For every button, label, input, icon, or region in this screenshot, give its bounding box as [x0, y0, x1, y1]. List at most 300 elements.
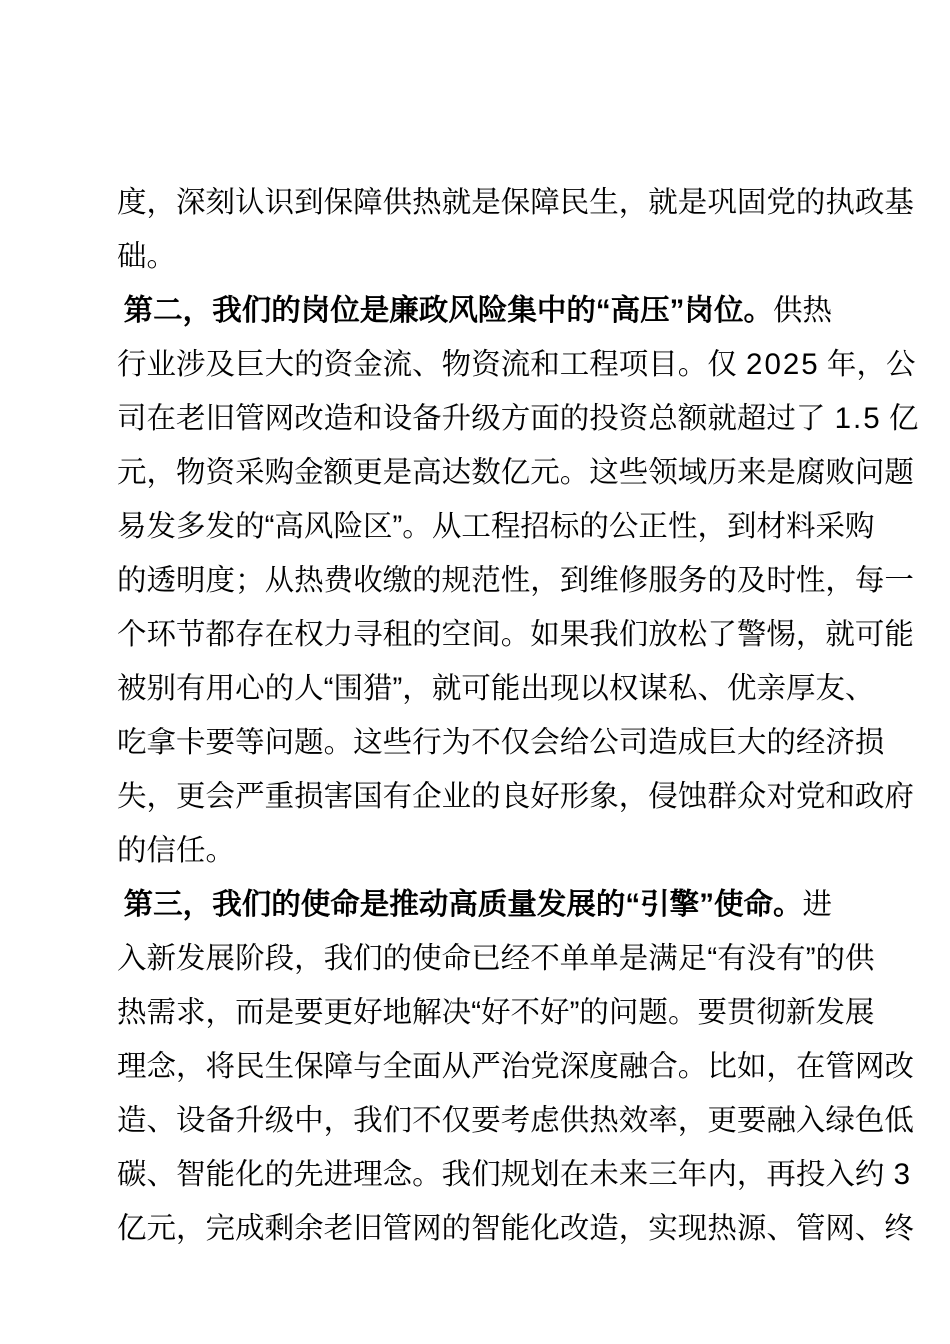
text-char: 的 [566, 294, 596, 327]
text-char: 空 [441, 618, 472, 651]
text-char: 我 [353, 1104, 383, 1137]
text-char: 融 [618, 1050, 649, 1083]
text-char: 是 [677, 186, 708, 219]
text-char: 老 [176, 402, 206, 435]
text-char: 年 [826, 348, 857, 381]
text-char: 中 [536, 294, 567, 327]
text-char: 有 [382, 780, 413, 813]
text-char: 节 [176, 618, 206, 651]
text-char: 资 [618, 402, 649, 435]
text-char: 能 [205, 1158, 236, 1191]
text-char: 透 [146, 564, 177, 597]
text-char: 我 [212, 294, 242, 327]
text-char: 是 [766, 456, 796, 489]
text-line [117, 500, 875, 554]
text-char: 额 [323, 456, 354, 489]
text-char: 谋 [638, 672, 668, 705]
text-char: 被 [117, 672, 147, 705]
text-char: 基 [884, 186, 914, 219]
text-char: 管 [235, 402, 265, 435]
text-char: 明 [176, 564, 206, 597]
text-char: 、 [146, 1158, 177, 1191]
text-char: 余 [294, 1212, 324, 1245]
text-char: 问 [264, 726, 295, 759]
text-char: 可 [854, 618, 885, 651]
text-char: 在 [559, 1158, 590, 1191]
text-char: 是 [382, 456, 413, 489]
text-char: 就 [707, 402, 737, 435]
text-char: 我 [323, 942, 354, 975]
text-char: ， [402, 672, 432, 705]
text-char: 仅 [707, 348, 737, 381]
text-char: “ [323, 672, 334, 705]
text-char: 程 [589, 348, 619, 381]
text-char: 的 [815, 942, 846, 975]
text-char: 会 [530, 726, 560, 759]
text-char: ， [766, 1050, 796, 1083]
text-char: 采 [235, 456, 265, 489]
text-char: 。 [772, 888, 803, 921]
text-char: 岗 [300, 294, 331, 327]
text-char: 满 [648, 942, 678, 975]
text-char: 出 [520, 672, 550, 705]
text-char: 集 [507, 294, 537, 327]
text-line [117, 1040, 914, 1094]
text-char: 改 [294, 402, 324, 435]
text-char: 、 [854, 1212, 885, 1245]
text-char: 公 [608, 510, 639, 543]
text-char: 问 [854, 456, 885, 489]
text-char: 治 [500, 1050, 531, 1083]
text-char: 有 [717, 942, 747, 975]
text-char: 这 [353, 726, 383, 759]
text-char: 。 [677, 348, 708, 381]
text-char: 投 [795, 1158, 826, 1191]
text-char: 缴 [382, 564, 413, 597]
text-char: 深 [176, 186, 206, 219]
text-char: 供 [382, 186, 413, 219]
text-char: 备 [205, 1104, 236, 1137]
text-char: 服 [648, 564, 678, 597]
text-char: 们 [353, 942, 383, 975]
text-char: ” [392, 672, 403, 705]
text-char: 务 [677, 564, 708, 597]
text-char: 推 [389, 888, 419, 921]
text-char: 收 [353, 564, 383, 597]
text-char: 的 [766, 726, 796, 759]
text-char: 行 [412, 726, 442, 759]
text-char: ， [618, 1212, 649, 1245]
text-char: 完 [205, 1212, 236, 1245]
text-char: 虑 [530, 1104, 560, 1137]
text-char: “ [264, 510, 275, 543]
text-char: 金 [294, 456, 324, 489]
text-char: 智 [176, 1158, 206, 1191]
text-char: 命 [441, 942, 472, 975]
text-char: 达 [441, 456, 472, 489]
text-char: 理 [353, 1158, 383, 1191]
text-char: 供 [845, 942, 875, 975]
text-char: 松 [677, 618, 708, 651]
text-char: 3 [893, 1158, 911, 1191]
text-char [884, 1148, 892, 1202]
text-char: 招 [520, 510, 550, 543]
text-char: 在 [146, 402, 177, 435]
text-char: ， [795, 618, 826, 651]
text-char: “ [707, 942, 718, 975]
text-line [117, 986, 875, 1040]
text-char: ， [856, 348, 886, 381]
text-char: 供 [772, 294, 803, 327]
text-char: 这 [589, 456, 619, 489]
text-char: 拿 [146, 726, 177, 759]
text-char: ， [146, 780, 177, 813]
text-char: 企 [412, 780, 442, 813]
text-char: 全 [382, 1050, 413, 1083]
text-char: 我 [589, 618, 619, 651]
text-char: 民 [559, 186, 590, 219]
text-char: 的 [595, 888, 626, 921]
text-char: 度 [117, 186, 147, 219]
text-char: 、 [845, 672, 875, 705]
text-char: 段 [264, 942, 295, 975]
text-char: 碳 [117, 1158, 147, 1191]
text-char: 材 [756, 510, 786, 543]
text-char: 展 [566, 888, 596, 921]
text-char: 料 [786, 510, 816, 543]
text-char: 好 [540, 996, 570, 1029]
text-char: 命 [330, 888, 360, 921]
text-char: ， [618, 780, 649, 813]
text-char: 涉 [176, 348, 206, 381]
text-char: 的 [264, 672, 295, 705]
text-line [117, 608, 914, 662]
text-char: 每 [854, 564, 885, 597]
text-char: 工 [559, 348, 590, 381]
text-run: 础。 [117, 240, 177, 273]
text-char: 使 [300, 888, 331, 921]
text-char: 质 [477, 888, 508, 921]
text-char: 个 [117, 618, 147, 651]
text-char: 的 [271, 888, 301, 921]
text-char: 资 [205, 456, 236, 489]
text-char: 的 [441, 1212, 472, 1245]
text-char: 。 [743, 294, 773, 327]
text-char: ， [205, 996, 236, 1029]
text-char: 比 [707, 1050, 737, 1083]
text-char: 进 [802, 888, 832, 921]
text-char: ， [618, 186, 649, 219]
text-char: 及 [205, 348, 236, 381]
text-char: 形 [559, 780, 590, 813]
text-char: 内 [707, 1158, 737, 1191]
text-char: 入 [795, 1104, 826, 1137]
text-char: 经 [795, 726, 826, 759]
text-char: 巨 [235, 348, 265, 381]
text-char: 热 [117, 996, 147, 1029]
text-char: ， [182, 294, 213, 327]
text-char: ， [697, 510, 727, 543]
text-char: 2 [746, 348, 763, 381]
text-char: 放 [648, 618, 678, 651]
text-char: 的 [579, 510, 609, 543]
text-char: 我 [212, 888, 242, 921]
text-char: 老 [323, 1212, 354, 1245]
text-char: 效 [618, 1104, 649, 1137]
text-char [881, 392, 889, 446]
text-char: 度 [205, 564, 236, 597]
text-char: ” [805, 942, 816, 975]
text-char: 亿 [500, 456, 531, 489]
text-char: 仅 [500, 726, 531, 759]
text-char: 能 [884, 618, 914, 651]
text-char: 以 [579, 672, 609, 705]
paragraph-indent [117, 878, 124, 932]
text-run: 的信任。 [117, 834, 236, 867]
text-char: 展 [205, 942, 236, 975]
text-char: 阶 [235, 942, 265, 975]
text-char: 解 [412, 996, 442, 1029]
text-char: 围 [333, 672, 363, 705]
text-char: 巨 [707, 726, 737, 759]
text-char: 规 [441, 564, 472, 597]
text-char: ， [146, 186, 177, 219]
text-char: 二 [153, 294, 183, 327]
text-char: 公 [589, 726, 619, 759]
text-char: 仅 [441, 1104, 472, 1137]
text-char: 性 [795, 564, 826, 597]
text-char: 使 [412, 942, 442, 975]
text-char: 造 [117, 1104, 147, 1137]
text-char: 可 [461, 672, 491, 705]
text-char: 损 [294, 780, 324, 813]
text-char: 的 [795, 186, 826, 219]
text-char: ， [294, 942, 324, 975]
text-char: 了 [795, 402, 826, 435]
text-char: ， [176, 1050, 206, 1083]
text-char: 别 [146, 672, 177, 705]
text-char: 引 [640, 888, 670, 921]
text-char: 高 [610, 294, 641, 327]
text-char: 的 [294, 348, 324, 381]
text-char: 位 [713, 294, 744, 327]
text-char: 到 [294, 186, 324, 219]
text-char: 擎 [669, 888, 700, 921]
text-char: 等 [235, 726, 265, 759]
text-char: 能 [500, 1212, 531, 1245]
text-char: 未 [589, 1158, 619, 1191]
text-char: 新 [786, 996, 816, 1029]
text-char: 大 [736, 726, 767, 759]
text-line [117, 932, 875, 986]
text-char: 执 [825, 186, 855, 219]
text-char: 数 [471, 456, 501, 489]
text-char: 流 [500, 348, 531, 381]
text-char: 。 [559, 456, 590, 489]
text-char: 。 [412, 1158, 442, 1191]
text-char: “ [625, 888, 641, 921]
text-char: ， [146, 456, 177, 489]
text-line [117, 1094, 914, 1148]
text-line [117, 824, 832, 878]
text-char: 元 [146, 1212, 177, 1245]
text-char: 是 [359, 294, 390, 327]
text-char: 些 [618, 456, 649, 489]
text-char: 物 [441, 348, 472, 381]
text-char: 经 [500, 942, 531, 975]
text-char: 、 [412, 348, 442, 381]
text-char: 改 [884, 1050, 914, 1083]
text-char: . [853, 402, 862, 435]
text-char: 人 [294, 672, 324, 705]
text-char: 到 [559, 564, 590, 597]
text-char: 险 [333, 510, 363, 543]
text-char: 题 [294, 726, 324, 759]
text-char: 惕 [766, 618, 796, 651]
text-char: ” [669, 294, 685, 327]
text-char: 重 [264, 780, 295, 813]
text-char: 不 [530, 942, 560, 975]
text-char: 网 [825, 1212, 855, 1245]
text-char: 造 [323, 402, 354, 435]
text-char: 不 [510, 996, 541, 1029]
text-char: 发 [146, 510, 177, 543]
text-char: 约 [854, 1158, 885, 1191]
text-char: 规 [500, 1158, 531, 1191]
text-char: 金 [353, 348, 383, 381]
text-char: 友 [815, 672, 846, 705]
text-char: 的 [707, 564, 737, 597]
text-char: 念 [146, 1050, 177, 1083]
text-char: 严 [235, 780, 265, 813]
text-char [825, 392, 833, 446]
text-char: 发 [176, 942, 206, 975]
text-char: 流 [382, 348, 413, 381]
text-char: 的 [264, 1158, 295, 1191]
text-line [117, 392, 919, 446]
text-char: 寻 [353, 618, 383, 651]
text-char: 面 [530, 402, 560, 435]
text-char: 、 [146, 1104, 177, 1137]
text-char: 设 [176, 1104, 206, 1137]
text-char: 保 [323, 186, 354, 219]
text-char: 要 [294, 996, 324, 1029]
text-char: 的 [271, 294, 301, 327]
text-char: 展 [845, 996, 875, 1029]
text-char: 融 [766, 1104, 796, 1137]
text-char: 更 [353, 456, 383, 489]
text-char: 卡 [176, 726, 206, 759]
text-char: ， [182, 888, 213, 921]
text-char: 0 [764, 348, 781, 381]
text-char: 司 [117, 402, 147, 435]
text-char: 热 [589, 1104, 619, 1137]
text-char: 认 [235, 186, 265, 219]
text-char: 面 [412, 1050, 442, 1083]
text-char: ， [736, 1158, 767, 1191]
text-char: 现 [549, 672, 580, 705]
text-char: 大 [264, 348, 295, 381]
text-char: 热 [707, 1212, 737, 1245]
text-line [117, 878, 832, 932]
text-char: 果 [559, 618, 590, 651]
text-char: 进 [323, 1158, 354, 1191]
text-char: 领 [648, 456, 678, 489]
text-char: 热 [412, 186, 442, 219]
text-char: ， [176, 1212, 206, 1245]
text-char: 更 [176, 780, 206, 813]
text-char: 是 [359, 888, 390, 921]
text-char: 网 [412, 1212, 442, 1245]
text-char: 要 [736, 1104, 767, 1137]
text-char: 题 [884, 456, 914, 489]
text-char: 障 [323, 1050, 354, 1083]
text-char: 和 [825, 780, 855, 813]
text-char: 念 [382, 1158, 413, 1191]
text-char: 我 [441, 1158, 472, 1191]
text-char: 要 [205, 726, 236, 759]
text-char: 需 [146, 996, 177, 1029]
text-char: 严 [471, 1050, 501, 1083]
text-char: 色 [854, 1104, 885, 1137]
text-char: ” [699, 888, 714, 921]
text-char: 。 [677, 1050, 708, 1083]
text-char: 使 [713, 888, 744, 921]
text-char: 级 [471, 402, 501, 435]
text-char: 就 [441, 186, 472, 219]
text-char: 剩 [264, 1212, 295, 1245]
document-text-body [117, 176, 919, 1256]
text-char: 能 [490, 672, 521, 705]
text-char: 险 [477, 294, 508, 327]
text-char: 要 [697, 996, 727, 1029]
text-char: 为 [441, 726, 472, 759]
text-char: 划 [530, 1158, 560, 1191]
text-char: 已 [471, 942, 501, 975]
text-char: 方 [500, 402, 531, 435]
text-char: 济 [825, 726, 855, 759]
text-char: 5 [801, 348, 818, 381]
text-char: 决 [441, 996, 472, 1029]
text-char: 好 [481, 996, 511, 1029]
text-char: 私 [667, 672, 698, 705]
text-char: 管 [382, 1212, 413, 1245]
text-char: 是 [264, 996, 295, 1029]
text-line [117, 662, 875, 716]
text-char: 就 [648, 186, 678, 219]
text-char: 就 [825, 618, 855, 651]
text-char: 资 [323, 348, 354, 381]
text-char: 从 [431, 510, 462, 543]
text-char: 一 [884, 564, 914, 597]
text-char: 级 [264, 1104, 295, 1137]
text-char: 和 [530, 348, 560, 381]
text-line [117, 446, 914, 500]
text-char: 超 [736, 402, 767, 435]
text-char: 的 [382, 942, 413, 975]
text-char: 新 [146, 942, 177, 975]
text-char: 到 [726, 510, 757, 543]
text-char: 和 [353, 402, 383, 435]
text-char: 、 [697, 672, 727, 705]
text-char: 升 [441, 402, 472, 435]
text-char: 障 [353, 186, 383, 219]
text-char: 将 [205, 1050, 236, 1083]
text-char: 低 [884, 1104, 914, 1137]
text-char: 党 [530, 1050, 560, 1083]
text-char: 命 [743, 888, 773, 921]
text-char: 升 [235, 1104, 265, 1137]
